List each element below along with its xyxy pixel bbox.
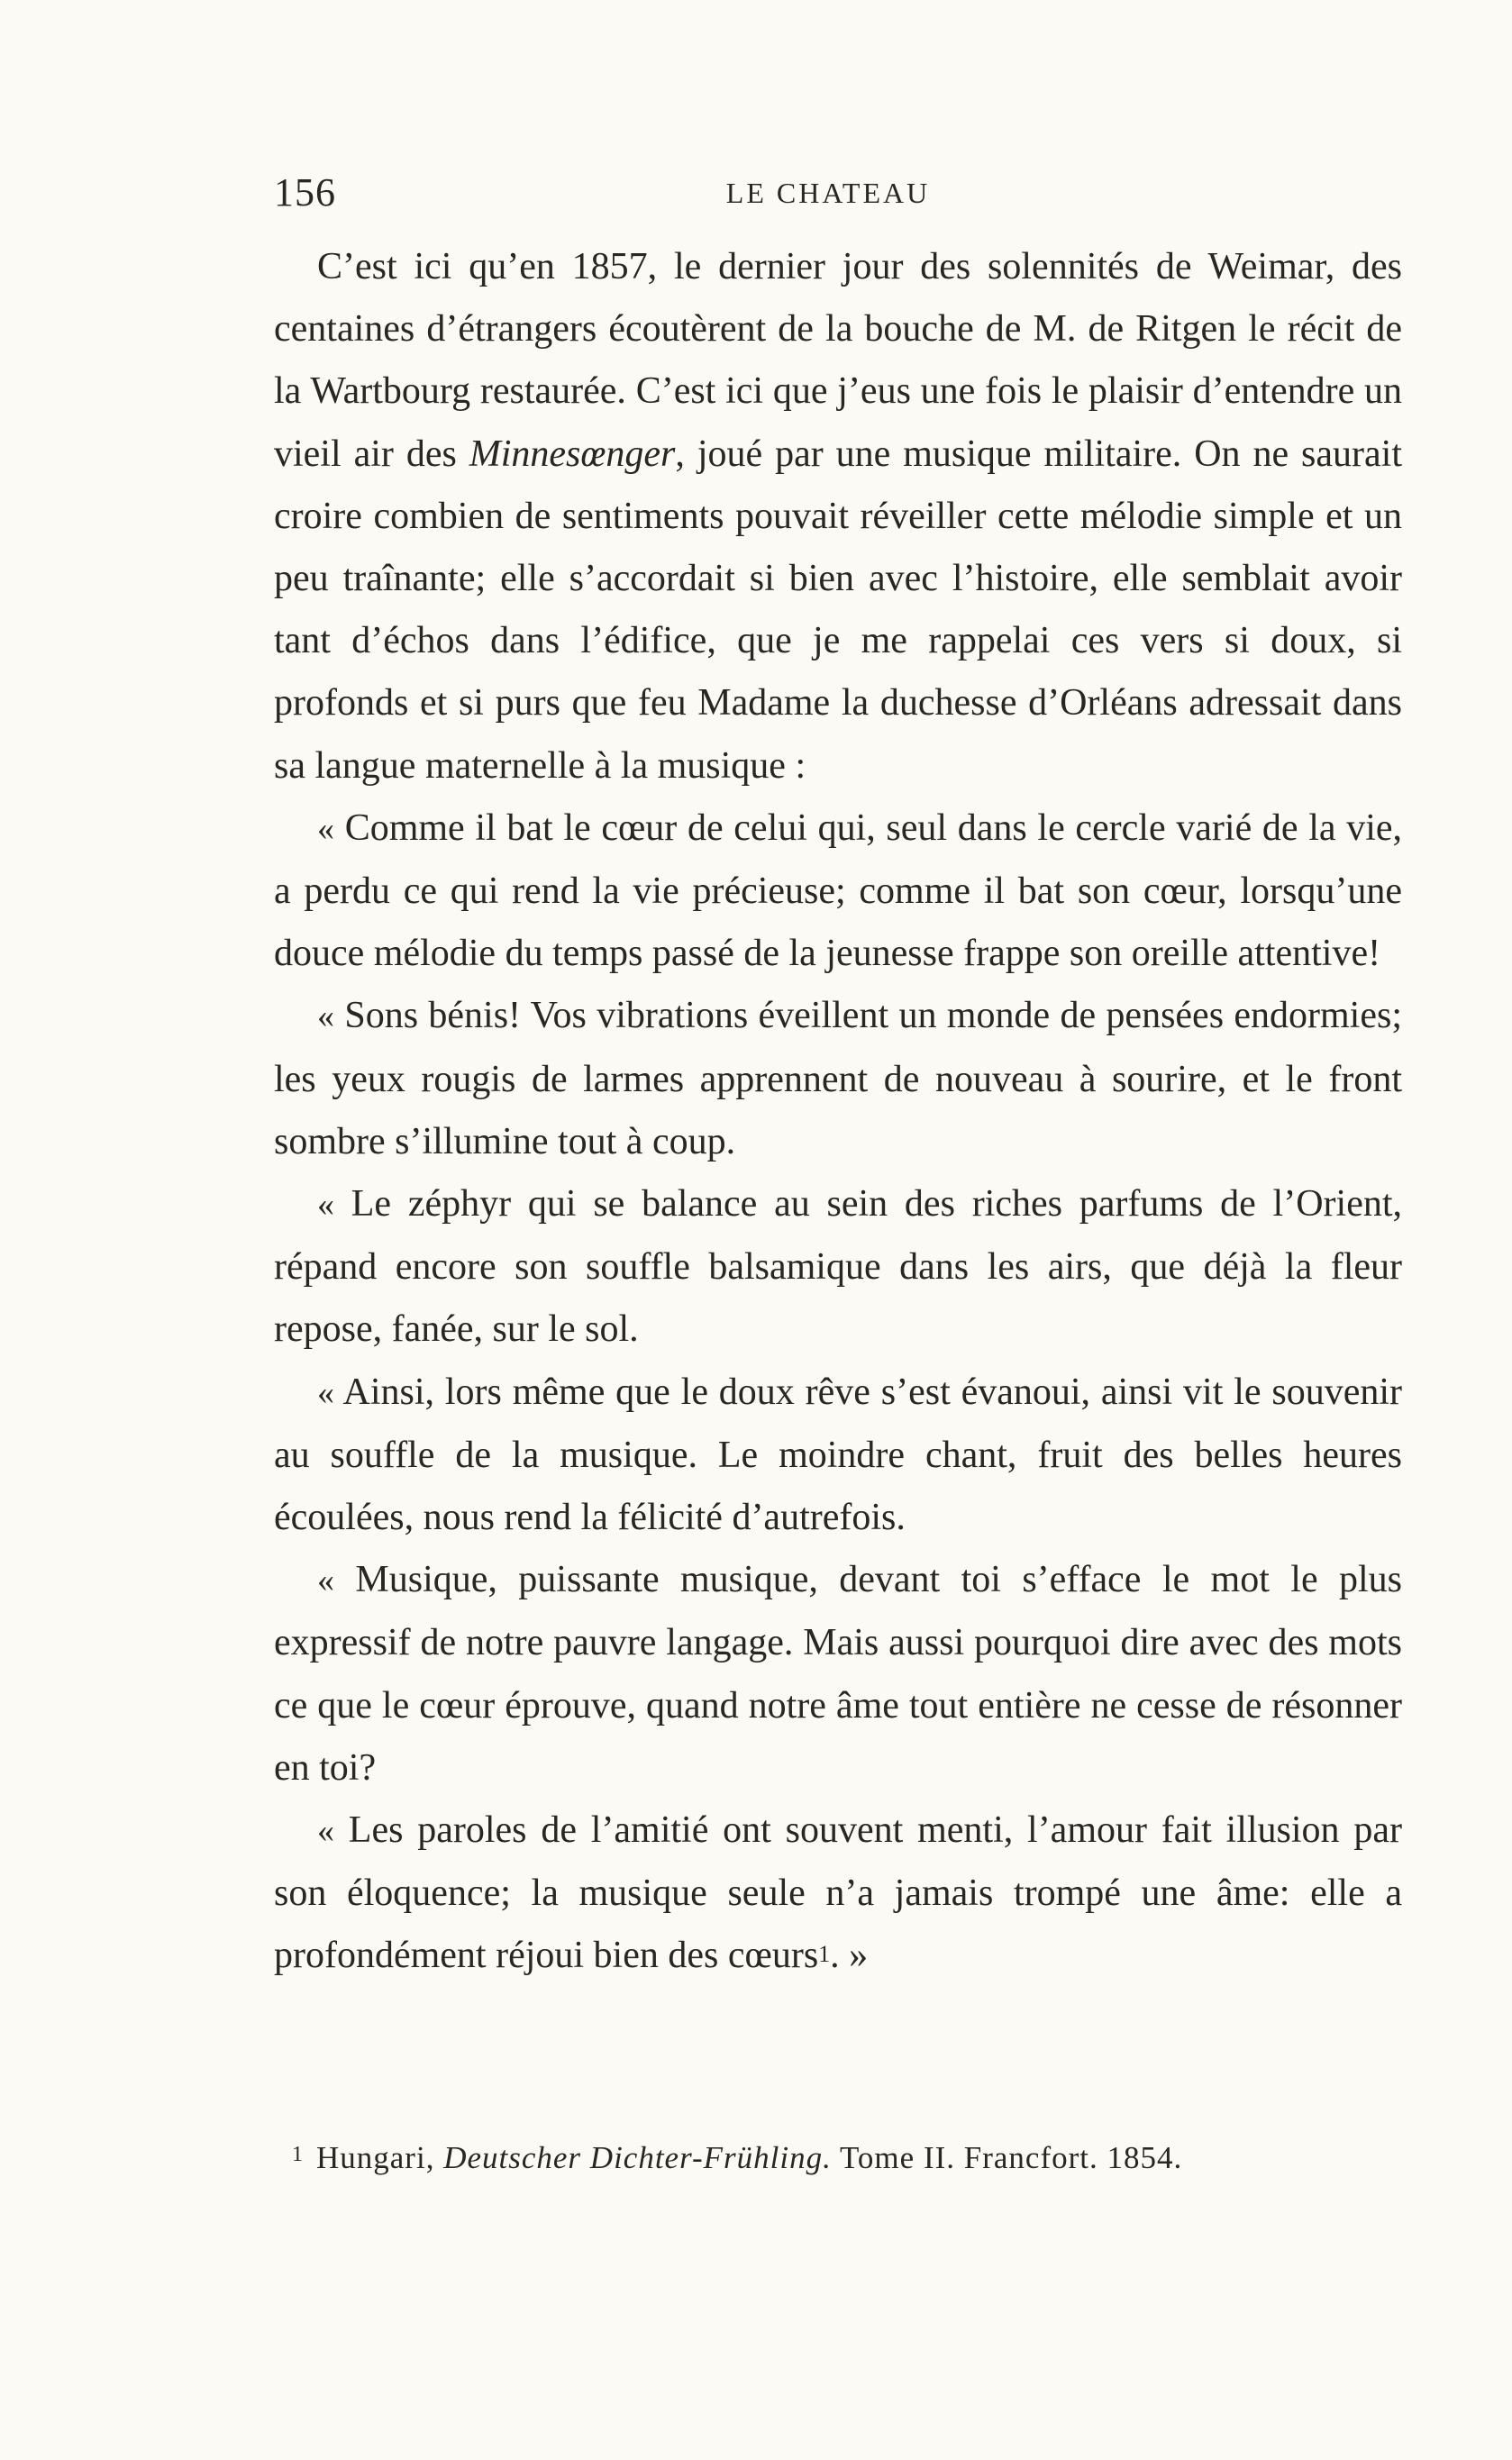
quote-stanza-4 — [274, 1362, 1402, 1550]
paragraph-1-text-b: , joué par une musique militaire. On ne saurait croire combien de sentiments pouvait réveiller cette mélodie simple et un peu traînante; elle s’accordait si bien avec l’histoire, elle semblait avoir tant d’échos dans l’édifice, que je me rappelai ces vers si doux, si profonds et si purs que feu Madame la duchesse d’Orléans adressait dans sa langue maternelle à la musique : — [274, 433, 1402, 787]
footnote-details: Tome II. Francfort. 1854. — [840, 2140, 1183, 2175]
paragraph-1-emphasis: Minnesœnger — [469, 433, 676, 475]
quote-stanza-5 — [274, 1549, 1402, 1799]
quote-stanza-5-text: Musique, puissante musique, devant toi s’efface le mot le plus expressif de notre pauvre langage. Mais aussi pourquoi dire avec des mots ce que le cœur éprouve, quand notre âme tout entière ne cesse de résonner en toi? — [274, 1559, 1403, 1789]
running-title: LE CHATEAU — [725, 177, 931, 209]
footnote — [274, 2132, 1402, 2184]
quote-stanza-1 — [274, 797, 1402, 986]
body-text — [274, 236, 1402, 1988]
quote-stanza-6-end: . — [830, 1935, 840, 1977]
running-head — [274, 166, 1382, 220]
paragraph-1-text-a: C’est ici qu’en 1857, le dernier jour des solennités de Weimar, des centaines d’étrangers écoutèrent de la bouche de M. de Ritgen le récit de la Wartbourg restaurée. C’est ici que j’eus une fois le plaisir d’entendre un vieil air des — [274, 246, 1402, 475]
quote-close-mark: » — [849, 1935, 869, 1977]
page-number: 156 — [274, 170, 336, 214]
quote-stanza-6-text: Les paroles de l’amitié ont souvent menti, l’amour fait illusion par son éloquence; la musique seule n’a jamais trompé une âme: elle a profondément réjoui bien des cœurs — [274, 1809, 1402, 1977]
footnote-author: Hungari, — [316, 2140, 435, 2175]
quote-mark: « — [317, 1812, 334, 1851]
quote-mark: « — [317, 1373, 334, 1412]
quote-stanza-1-text: Comme il bat le cœur de celui qui, seul dans le cercle varié de la vie, a perdu ce qui rend la vie précieuse; comme il bat son cœur, lorsqu’une douce mélodie du temps passé de la jeunesse frappe son oreille attentive! — [274, 806, 1403, 975]
quote-stanza-2 — [274, 985, 1402, 1173]
quote-mark: « — [317, 1186, 334, 1225]
footnote-marker: 1 — [292, 2143, 304, 2166]
quote-stanza-3-text: Le zéphyr qui se balance au sein des riches parfums de l’Orient, répand encore son souffle balsamique dans les airs, que déjà la fleur repose, fanée, sur le sol. — [274, 1183, 1403, 1351]
quote-mark: « — [317, 998, 334, 1036]
quote-stanza-4-text: Ainsi, lors même que le doux rêve s’est évanoui, ainsi vit le souvenir au souffle de la musique. Le moindre chant, fruit des belles heures écoulées, nous rend la félicité d’autrefois. — [274, 1371, 1402, 1539]
quote-stanza-6 — [274, 1799, 1402, 1988]
footnote-reference: 1 — [818, 1941, 831, 1968]
quote-mark: « — [317, 1562, 334, 1600]
quote-mark: « — [317, 809, 334, 848]
paragraph-1 — [274, 236, 1402, 797]
quote-stanza-2-text: Sons bénis! Vos vibrations éveillent un monde de pensées endormies; les yeux rougis de larmes apprennent de nouveau à sourire, et le front sombre s’illumine tout à coup. — [274, 995, 1402, 1162]
footnote-work-title: Deutscher Dichter-Frühling. — [443, 2140, 832, 2175]
quote-stanza-3 — [274, 1173, 1402, 1362]
